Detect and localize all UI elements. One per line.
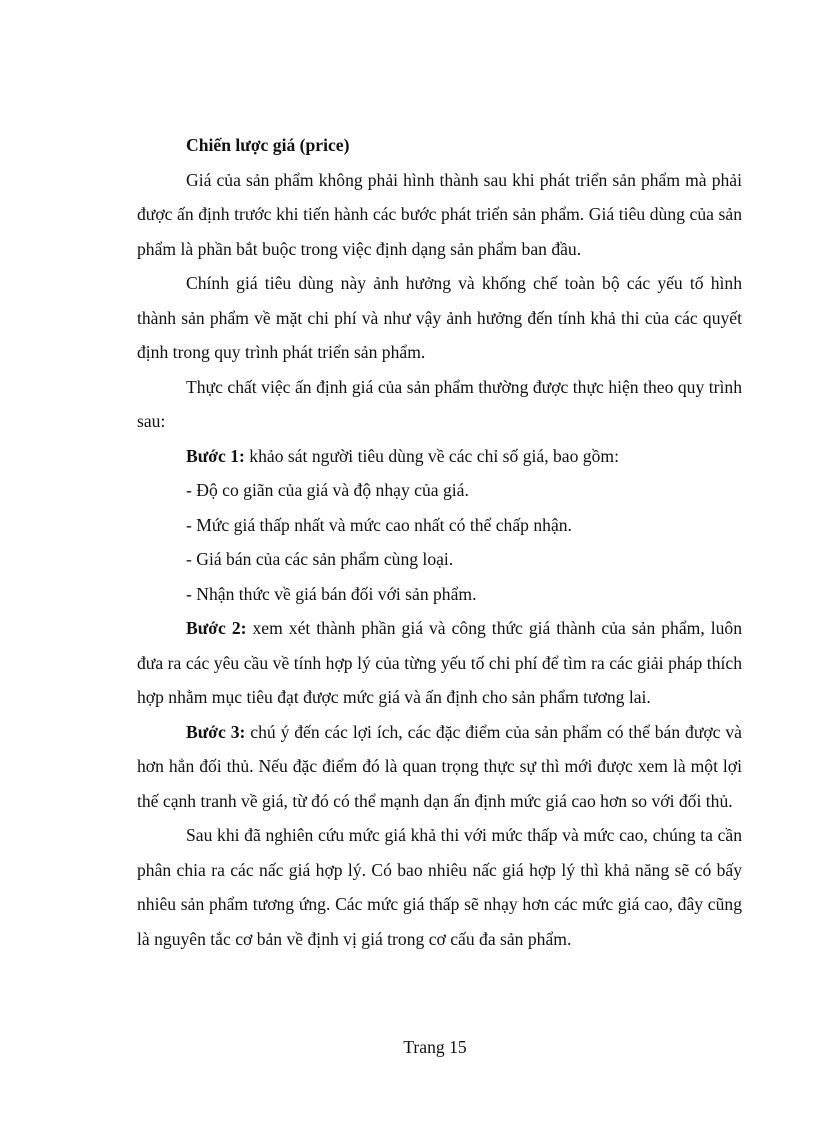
paragraph-impact: Chính giá tiêu dùng này ảnh hưởng và khống chế toàn bộ các yếu tố hình thành sản phẩm về mặt chi phí và như vậy ảnh hưởng đến tính khả thi của các quyết định trong quy trình phát triển sản phẩm. (137, 273, 742, 362)
section-heading: Chiến lược giá (price) (186, 135, 350, 155)
paragraph-conclusion: Sau khi đã nghiên cứu mức giá khả thi với mức thấp và mức cao, chúng ta cần phân chia ra các nấc giá hợp lý. Có bao nhiêu nấc giá hợp lý thì khả năng sẽ có bấy nhiêu sản phẩm tương ứng. Các mức giá thấp sẽ nhạy hơn các mức giá cao, đây cũng là nguyên tắc cơ bản về định vị giá trong cơ cấu đa sản phẩm. (137, 825, 742, 949)
step-1 (137, 439, 742, 474)
bullet-item: - Giá bán của các sản phẩm cùng loại. (186, 549, 454, 569)
paragraph-intro: Giá của sản phẩm không phải hình thành sau khi phát triển sản phẩm mà phải được ấn định trước khi tiến hành các bước phát triển sản phẩm. Giá tiêu dùng của sản phẩm là phần bắt buộc trong việc định dạng sản phẩm ban đầu. (137, 169, 742, 259)
page-number: Trang 15 (403, 1037, 467, 1057)
bullet-item: - Độ co giãn của giá và độ nhạy của giá. (186, 480, 469, 500)
step-1-text: khảo sát người tiêu dùng về các chỉ số giá, bao gồm: (244, 445, 619, 466)
bullet-item: - Nhận thức về giá bán đối với sản phẩm. (186, 583, 477, 604)
step-3 (137, 715, 742, 819)
step-3-label: Bước 3: (186, 721, 246, 742)
step-3-text: chú ý đến các lợi ích, các đặc điểm của sản phẩm có thể bán được và hơn hẳn đối thủ. Nếu đặc điểm đó là quan trọng thực sự thì mới được xem là một lợi thế cạnh tranh về giá, từ đó có thể mạnh dạn ấn định mức giá cao hơn so với đối thủ. (137, 721, 742, 811)
paragraph-process-intro: Thực chất việc ấn định giá của sản phẩm thường được thực hiện theo quy trình sau: (137, 376, 742, 431)
bullet-item: - Mức giá thấp nhất và mức cao nhất có thể chấp nhận. (186, 514, 572, 535)
step-2-text: xem xét thành phần giá và công thức giá thành của sản phẩm, luôn đưa ra các yêu cầu về tính hợp lý của từng yếu tố chi phí để tìm ra các giải pháp thích hợp nhằm mục tiêu đạt được mức giá và ấn định cho sản phẩm tương lai. (137, 618, 742, 707)
page-content (137, 128, 742, 956)
step-2-label: Bước 2: (186, 618, 247, 638)
step-2 (137, 611, 742, 715)
step-1-label: Bước 1: (186, 445, 245, 466)
